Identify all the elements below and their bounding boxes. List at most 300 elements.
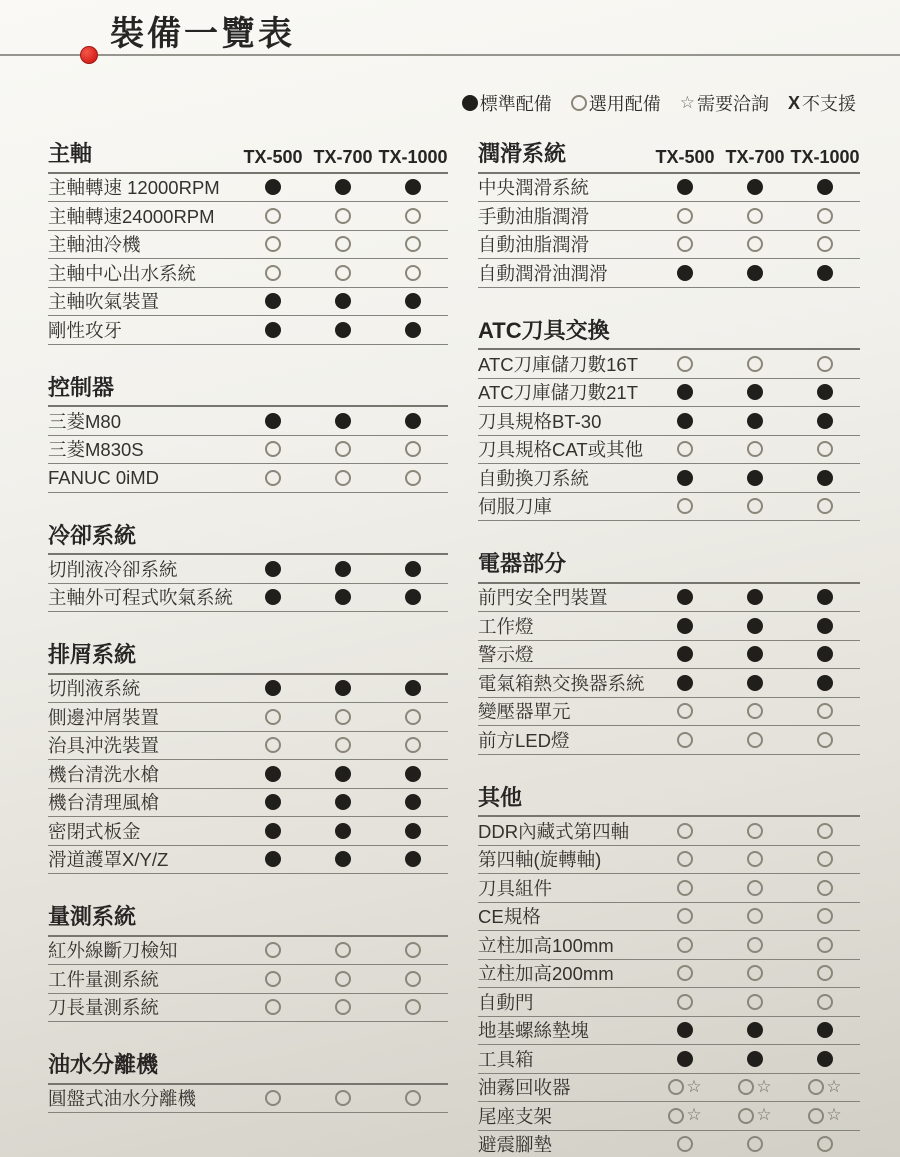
feature-row (48, 584, 448, 613)
model-header-row (238, 147, 448, 168)
feature-label: 電氣箱熱交換器系統 (478, 672, 645, 694)
availability-cell (308, 208, 378, 224)
availability-cell (650, 618, 720, 634)
standard-dot-icon (747, 470, 763, 486)
standard-dot-icon (817, 1051, 833, 1067)
standard-dot-icon (747, 179, 763, 195)
availability-cell (650, 356, 720, 372)
availability-cell (308, 470, 378, 486)
availability-cell (238, 1090, 308, 1106)
standard-dot-icon (405, 766, 421, 782)
availability-cells (650, 236, 860, 252)
availability-cell (650, 994, 720, 1010)
availability-cell (238, 680, 308, 696)
feature-row (478, 464, 860, 493)
availability-cells (238, 851, 448, 867)
availability-cells (650, 441, 860, 457)
availability-cell (790, 823, 860, 839)
standard-dot-icon (747, 618, 763, 634)
legend-label: 不支援 (802, 94, 856, 114)
availability-cell (650, 646, 720, 662)
section-header-electrical (478, 550, 860, 584)
feature-label: 機台清理風槍 (48, 792, 160, 814)
availability-cell (720, 356, 790, 372)
availability-cell (378, 851, 448, 867)
feature-row (48, 703, 448, 732)
availability-cells (650, 675, 860, 691)
availability-cell (790, 498, 860, 514)
right-column (478, 140, 860, 1157)
availability-cell (378, 794, 448, 810)
section-spindle (48, 140, 448, 345)
optional-circle-icon (738, 1108, 754, 1124)
availability-cell (650, 1051, 720, 1067)
optional-circle-icon (265, 942, 281, 958)
optional-circle-icon (677, 908, 693, 924)
optional-circle-icon (817, 208, 833, 224)
feature-row (48, 994, 448, 1023)
optional-circle-icon (817, 356, 833, 372)
optional-circle-icon (677, 441, 693, 457)
standard-dot-icon (817, 265, 833, 281)
availability-cell (650, 589, 720, 605)
standard-dot-icon (265, 179, 281, 195)
availability-cells (238, 999, 448, 1015)
availability-cell (308, 589, 378, 605)
availability-cell (720, 265, 790, 281)
standard-dot-icon (335, 823, 351, 839)
optional-circle-icon (747, 732, 763, 748)
page-title: 裝備一覽表 (110, 15, 295, 53)
section-title: 主軸 (48, 141, 93, 166)
availability-cell (308, 561, 378, 577)
availability-cell (650, 1022, 720, 1038)
standard-dot-icon (677, 646, 693, 662)
availability-cell (238, 236, 308, 252)
optional-circle-icon (747, 908, 763, 924)
availability-cell (378, 561, 448, 577)
feature-row (478, 846, 860, 875)
feature-label: 地基螺絲墊塊 (478, 1020, 590, 1042)
availability-cell (238, 737, 308, 753)
availability-cell (790, 646, 860, 662)
standard-dot-icon (265, 794, 281, 810)
standard-dot-icon (405, 179, 421, 195)
availability-cells (650, 965, 860, 981)
availability-cells (238, 823, 448, 839)
feature-label: 自動換刀系統 (478, 467, 590, 489)
feature-row (48, 937, 448, 966)
optional-circle-icon (747, 851, 763, 867)
standard-dot-icon (335, 179, 351, 195)
standard-dot-icon (335, 589, 351, 605)
availability-cells (238, 589, 448, 605)
optional-circle-icon (747, 498, 763, 514)
standard-dot-icon (405, 293, 421, 309)
availability-cell (720, 880, 790, 896)
availability-cell (650, 384, 720, 400)
availability-cell (378, 1090, 448, 1106)
optional-circle-icon (817, 703, 833, 719)
model-header-tx-700: TX-700 (313, 146, 373, 167)
optional-circle-icon (405, 999, 421, 1015)
availability-cell (650, 179, 720, 195)
optional-circle-icon (571, 95, 587, 111)
feature-label: DDR內藏式第四軸 (478, 820, 630, 842)
availability-cells (238, 680, 448, 696)
availability-cell (238, 709, 308, 725)
section-electrical (478, 550, 860, 755)
feature-label: 尾座支架 (478, 1105, 553, 1127)
feature-row (478, 1017, 860, 1046)
availability-cell (720, 498, 790, 514)
availability-cell (790, 470, 860, 486)
inquiry-star-icon: ☆ (679, 92, 695, 112)
availability-cell (378, 265, 448, 281)
feature-label: 主軸油冷機 (48, 234, 141, 256)
availability-cells (238, 1090, 448, 1106)
availability-cell (378, 208, 448, 224)
inquiry-star-icon: ☆ (826, 1076, 842, 1096)
standard-dot-icon (265, 589, 281, 605)
availability-cell (238, 322, 308, 338)
optional-circle-icon (335, 208, 351, 224)
availability-cells (238, 942, 448, 958)
standard-dot-icon (817, 618, 833, 634)
standard-dot-icon (265, 322, 281, 338)
feature-row (48, 817, 448, 846)
feature-row (48, 231, 448, 260)
standard-dot-icon (817, 675, 833, 691)
optional-circle-icon (265, 737, 281, 753)
feature-label: FANUC 0iMD (48, 466, 160, 488)
standard-dot-icon (817, 384, 833, 400)
availability-cell (790, 384, 860, 400)
availability-cell (720, 994, 790, 1010)
legend-item-opt (571, 90, 661, 116)
availability-cell (378, 971, 448, 987)
availability-cell (238, 293, 308, 309)
standard-dot-icon (817, 470, 833, 486)
availability-cells (650, 1022, 860, 1038)
title-divider (0, 54, 900, 56)
availability-cell (238, 851, 308, 867)
availability-cell (790, 732, 860, 748)
availability-cell (238, 265, 308, 281)
availability-cells (650, 356, 860, 372)
availability-cell (308, 999, 378, 1015)
optional-circle-icon (265, 971, 281, 987)
standard-dot-icon (747, 384, 763, 400)
standard-dot-icon (335, 293, 351, 309)
feature-label: 三菱M830S (48, 439, 144, 461)
feature-label: 立柱加高200mm (478, 963, 614, 985)
availability-cell (378, 441, 448, 457)
availability-cells (238, 293, 448, 309)
section-title: 排屑系統 (48, 642, 137, 667)
feature-label: 立柱加高100mm (478, 934, 614, 956)
feature-row (478, 698, 860, 727)
optional-circle-icon (265, 1090, 281, 1106)
feature-label: 刀長量測系統 (48, 997, 160, 1019)
optional-circle-icon (808, 1108, 824, 1124)
availability-cell (378, 470, 448, 486)
availability-cells (650, 851, 860, 867)
feature-row (478, 436, 860, 465)
optional-circle-icon (747, 1136, 763, 1152)
availability-cell (720, 646, 790, 662)
availability-cell (308, 971, 378, 987)
availability-cells (238, 470, 448, 486)
availability-cells (238, 737, 448, 753)
optional-circle-icon (335, 265, 351, 281)
availability-cell (650, 908, 720, 924)
feature-label: 剛性攻牙 (48, 319, 123, 341)
optional-circle-icon (747, 441, 763, 457)
standard-dot-icon (747, 265, 763, 281)
availability-cell (238, 441, 308, 457)
availability-cell (720, 1022, 790, 1038)
feature-row (478, 407, 860, 436)
feature-label: 自動門 (478, 991, 534, 1013)
standard-dot-icon (335, 851, 351, 867)
feature-label: 治具沖洗裝置 (48, 735, 160, 757)
availability-cell (238, 470, 308, 486)
standard-dot-icon (265, 680, 281, 696)
section-header-atc-tool-change (478, 317, 860, 351)
optional-circle-icon (817, 236, 833, 252)
section-chip-removal-system (48, 641, 448, 874)
feature-row (478, 1102, 860, 1131)
section-lubrication-system (478, 140, 860, 288)
availability-cell (790, 208, 860, 224)
availability-cells (650, 413, 860, 429)
availability-cell (790, 908, 860, 924)
feature-row (48, 675, 448, 704)
availability-cells (650, 937, 860, 953)
availability-cell (650, 1136, 720, 1152)
availability-cell (308, 942, 378, 958)
availability-cell (650, 880, 720, 896)
optional-circle-icon (677, 208, 693, 224)
standard-dot-icon (405, 851, 421, 867)
availability-cells (238, 322, 448, 338)
availability-cell (790, 1076, 860, 1096)
optional-circle-icon (335, 737, 351, 753)
availability-cell (238, 971, 308, 987)
availability-cells (238, 236, 448, 252)
standard-dot-icon (265, 823, 281, 839)
availability-cell (238, 942, 308, 958)
optional-circle-icon (677, 703, 693, 719)
feature-label: 圓盤式油水分離機 (48, 1088, 197, 1110)
availability-cell (650, 498, 720, 514)
red-bullet-icon (80, 46, 98, 64)
optional-circle-icon (335, 971, 351, 987)
availability-cells (650, 732, 860, 748)
standard-dot-icon (677, 589, 693, 605)
availability-cells (650, 498, 860, 514)
standard-dot-icon (677, 265, 693, 281)
standard-dot-icon (747, 589, 763, 605)
optional-circle-icon (677, 937, 693, 953)
feature-row (48, 789, 448, 818)
feature-row (478, 726, 860, 755)
availability-cell (308, 709, 378, 725)
availability-cells (650, 470, 860, 486)
availability-cells (650, 1051, 860, 1067)
feature-label: 主軸外可程式吹氣系統 (48, 587, 234, 609)
optional-circle-icon (677, 851, 693, 867)
availability-cell (238, 413, 308, 429)
model-header-tx-500: TX-500 (243, 146, 303, 167)
availability-cell (308, 766, 378, 782)
optional-circle-icon (265, 265, 281, 281)
legend-item-x (788, 90, 856, 116)
availability-cells (650, 384, 860, 400)
feature-label: 工作燈 (478, 615, 534, 637)
section-header-spindle (48, 140, 448, 174)
availability-cell (720, 965, 790, 981)
optional-circle-icon (817, 498, 833, 514)
optional-circle-icon (747, 994, 763, 1010)
availability-cells (650, 908, 860, 924)
feature-row (48, 407, 448, 436)
feature-label: 主軸中心出水系統 (48, 262, 197, 284)
standard-dot-icon (747, 413, 763, 429)
feature-label: 側邊沖屑裝置 (48, 706, 160, 728)
feature-row (478, 1074, 860, 1103)
feature-row (478, 202, 860, 231)
feature-row (48, 1085, 448, 1114)
feature-label: CE規格 (478, 906, 541, 928)
availability-cell (238, 823, 308, 839)
feature-row (478, 259, 860, 288)
availability-cell (720, 675, 790, 691)
availability-cell (720, 470, 790, 486)
optional-circle-icon (677, 498, 693, 514)
feature-row (48, 846, 448, 875)
feature-row (478, 174, 860, 203)
availability-cell (378, 236, 448, 252)
availability-cell (308, 680, 378, 696)
availability-cell (720, 208, 790, 224)
standard-dot-icon (405, 413, 421, 429)
availability-cell (790, 851, 860, 867)
availability-cell (790, 880, 860, 896)
availability-cell (790, 441, 860, 457)
feature-label: 第四軸(旋轉軸) (478, 849, 602, 871)
inquiry-star-icon: ☆ (826, 1105, 842, 1125)
availability-cells (238, 709, 448, 725)
model-header-tx-500: TX-500 (655, 146, 715, 167)
feature-row (478, 817, 860, 846)
optional-circle-icon (677, 994, 693, 1010)
optional-circle-icon (335, 470, 351, 486)
availability-cell (790, 937, 860, 953)
feature-label: 變壓器單元 (478, 701, 571, 723)
availability-cell (378, 766, 448, 782)
availability-cell (378, 589, 448, 605)
availability-cell (720, 384, 790, 400)
optional-circle-icon (817, 823, 833, 839)
availability-cell (720, 413, 790, 429)
section-controller (48, 374, 448, 493)
standard-dot-icon (817, 413, 833, 429)
availability-cell (720, 236, 790, 252)
availability-cell (720, 823, 790, 839)
feature-label: ATC刀庫儲刀數21T (478, 382, 639, 404)
availability-cell (790, 236, 860, 252)
availability-cell (790, 1107, 860, 1124)
optional-circle-icon (747, 823, 763, 839)
inquiry-star-icon: ☆ (756, 1076, 772, 1096)
feature-row (48, 259, 448, 288)
availability-cell (650, 1076, 720, 1096)
availability-cell (790, 413, 860, 429)
section-title: 其他 (478, 784, 523, 810)
legend-item-std (462, 90, 552, 116)
optional-circle-icon (817, 908, 833, 924)
standard-dot-icon (265, 766, 281, 782)
feature-label: 機台清洗水槍 (48, 763, 160, 785)
availability-cell (720, 1136, 790, 1152)
section-others (478, 784, 860, 1157)
feature-label: 伺服刀庫 (478, 496, 553, 518)
optional-circle-icon (335, 441, 351, 457)
feature-row (478, 641, 860, 670)
standard-dot-icon (265, 561, 281, 577)
section-header-chip-removal-system (48, 641, 448, 675)
availability-cells (238, 179, 448, 195)
availability-cell (650, 413, 720, 429)
standard-dot-icon (335, 322, 351, 338)
section-title: 電器部分 (478, 551, 567, 576)
availability-cell (308, 236, 378, 252)
availability-cell (650, 470, 720, 486)
standard-dot-icon (265, 293, 281, 309)
optional-circle-icon (817, 1136, 833, 1152)
optional-circle-icon (265, 441, 281, 457)
standard-dot-icon (747, 646, 763, 662)
feature-row (48, 965, 448, 994)
feature-row (478, 584, 860, 613)
optional-circle-icon (747, 880, 763, 896)
availability-cells (650, 589, 860, 605)
section-header-cooling-system (48, 522, 448, 556)
optional-circle-icon (817, 880, 833, 896)
feature-label: 三菱M80 (48, 410, 121, 432)
feature-label: 切削液冷卻系統 (48, 558, 178, 580)
availability-cell (378, 709, 448, 725)
standard-dot-icon (405, 589, 421, 605)
optional-circle-icon (677, 236, 693, 252)
availability-cells (238, 265, 448, 281)
availability-cells (238, 441, 448, 457)
optional-circle-icon (677, 965, 693, 981)
optional-circle-icon (265, 236, 281, 252)
optional-circle-icon (817, 965, 833, 981)
availability-cells (238, 766, 448, 782)
standard-dot-icon (335, 561, 351, 577)
optional-circle-icon (405, 265, 421, 281)
availability-cell (650, 937, 720, 953)
legend (462, 90, 856, 116)
feature-label: 自動潤滑油潤滑 (478, 262, 608, 284)
availability-cell (720, 589, 790, 605)
optional-circle-icon (405, 470, 421, 486)
availability-cell (650, 675, 720, 691)
